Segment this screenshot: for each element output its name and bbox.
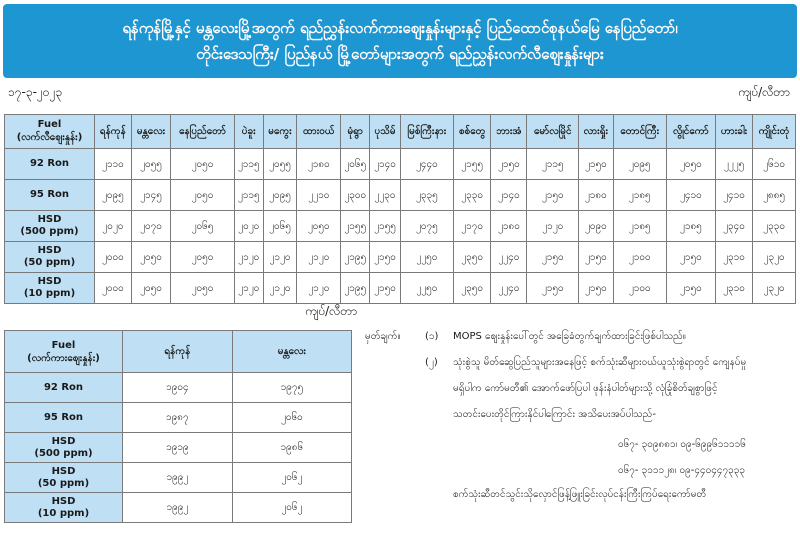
banner-title-line1: ရန်ကုန်မြို့နှင့် မန္တလေးမြို့အတွက် ရည်ညွှန်းလက်ကားဈေးနှုန်းများနှင့် ပြည်ထောင်စုနယ်မြေ နေပြည်တော်၊ xyxy=(122,19,678,37)
price-cell: ၂၁၄၅ xyxy=(131,180,171,211)
price-cell: ၂၁၁၅ xyxy=(527,149,579,180)
price-cell: ၁၉၇၅ xyxy=(232,373,351,403)
city-column-header: မြစ်ကြီးနား xyxy=(400,115,453,149)
price-cell: ၂၁၄၀ xyxy=(491,180,527,211)
fuel-column-header-line: Fuel xyxy=(37,118,62,130)
price-cell: ၂၁၂၀ xyxy=(234,273,263,304)
note-2-line1: သုံးစွဲသူ မိတ်ဆွေပြည်သူများအနေဖြင့် စက်သုံးဆီများဝယ်ယူသုံးစွဲရာတွင် ကျေနပ်မှု xyxy=(453,357,747,368)
price-cell: ၂၁၅၀ xyxy=(579,242,614,273)
price-cell: ၂၁၁၅ xyxy=(234,149,263,180)
phone-line-1: ၀၆၇- ၃၀၉၈၈၁၊ ၀၉-၆၉၉၆၁၁၁၁၆ xyxy=(618,439,746,450)
price-cell: ၂၁၅၀ xyxy=(527,242,579,273)
price-cell: ၂၂၂၅ xyxy=(715,149,752,180)
price-cell: ၂၀၅၅ xyxy=(131,149,171,180)
city-column-header: မကွေး xyxy=(263,115,297,149)
retail-unit-label: ကျပ်/လီတာ xyxy=(737,85,790,99)
price-cell: ၂၃၃၅ xyxy=(400,180,453,211)
fuel-type-cell-line: HSD xyxy=(51,465,76,477)
price-cell: ၂၁၂၀ xyxy=(263,273,297,304)
fuel-type-cell xyxy=(5,493,123,523)
fuel-type-cell-line: (50 ppm) xyxy=(37,477,90,489)
city-column-header: ရန်ကုန် xyxy=(95,115,132,149)
price-cell: ၂၀၂၀ xyxy=(95,211,132,242)
table-row xyxy=(5,403,352,433)
fuel-type-cell xyxy=(5,149,95,180)
price-cell: ၂၀၇၅ xyxy=(400,211,453,242)
price-cell: ၂၃၁၀ xyxy=(715,273,752,304)
fuel-type-cell xyxy=(5,463,123,493)
fuel-type-cell-line: HSD xyxy=(37,245,62,256)
price-cell: ၂၁၂၀ xyxy=(234,242,263,273)
fuel-type-cell-line: 95 Ron xyxy=(29,189,70,200)
city-column-header: ဟားခါး xyxy=(715,115,752,149)
price-cell: ၂၄၄၀ xyxy=(400,149,453,180)
city-column-header: မော်လမြိုင် xyxy=(527,115,579,149)
price-cell: ၂၃၃၀ xyxy=(453,180,490,211)
price-cell: ၁၉၉၂ xyxy=(123,493,233,523)
fuel-type-cell xyxy=(5,433,123,463)
price-cell: ၂၃၃၀ xyxy=(753,211,796,242)
price-cell: ၂၀၅၀ xyxy=(171,273,234,304)
fuel-type-cell-line: HSD xyxy=(37,214,62,225)
table-row xyxy=(5,211,796,242)
price-cell: ၂၂၁၀ xyxy=(297,180,341,211)
price-cell: ၂၁၈၀ xyxy=(579,180,614,211)
price-cell: ၂၁၅၀ xyxy=(370,242,401,273)
city-column-header: မုံရွာ xyxy=(341,115,370,149)
price-cell: ၂၀၆၂ xyxy=(232,463,351,493)
city-column-header: မန္တလေး xyxy=(232,331,351,373)
fuel-type-cell-line: (500 ppm) xyxy=(34,447,93,459)
price-cell: ၂၁၈၅ xyxy=(613,211,666,242)
fuel-type-cell xyxy=(5,242,95,273)
price-cell: ၂၃၂၀ xyxy=(753,273,796,304)
price-cell: ၂၁၈၀ xyxy=(491,211,527,242)
price-cell: ၂၁၈၅ xyxy=(666,211,715,242)
price-cell: ၂၀၅၀ xyxy=(171,149,234,180)
city-column-header: စစ်တွေ xyxy=(453,115,490,149)
price-cell: ၂၁၅၀ xyxy=(666,242,715,273)
fuel-type-cell xyxy=(5,373,123,403)
price-cell: ၂၀၉၅ xyxy=(263,180,297,211)
price-cell: ၂၁၅၅ xyxy=(370,211,401,242)
price-cell: ၂၀၅၀ xyxy=(131,273,171,304)
price-cell: ၂၃၁၀ xyxy=(715,242,752,273)
fuel-type-cell-line: (10 ppm) xyxy=(37,507,90,519)
city-column-header: နေပြည်တော် xyxy=(171,115,234,149)
fuel-column-header-line: (လက်လီဈေးနှုန်း) xyxy=(16,131,83,143)
fuel-type-cell-line: 95 Ron xyxy=(43,411,84,423)
price-cell: ၂၈၈၅ xyxy=(753,180,796,211)
city-column-header: မန္တလေး xyxy=(131,115,171,149)
price-cell: ၂၁၄၀ xyxy=(370,149,401,180)
price-cell: ၂၀၆၅ xyxy=(341,149,370,180)
price-cell: ၂၆၁၀ xyxy=(753,149,796,180)
price-cell: ၂၃၂၀ xyxy=(753,242,796,273)
price-cell: ၂၁၅၅ xyxy=(453,149,490,180)
price-cell: ၂၄၁၀ xyxy=(715,180,752,211)
price-cell: ၂၀၀၀ xyxy=(95,242,132,273)
committee-name: စက်သုံးဆီတင်သွင်းသိုလှောင်ဖြန့်ဖြူးခြင်းလုပ်ငန်းကြီးကြပ်ရေးကော်မတီ xyxy=(453,489,707,500)
price-cell: ၂၀၉၀ xyxy=(579,211,614,242)
price-cell: ၂၁၅၅ xyxy=(341,211,370,242)
price-cell: ၂၀၆၅ xyxy=(263,211,297,242)
price-cell: ၁၉၀၄ xyxy=(123,373,233,403)
fuel-type-cell xyxy=(5,180,95,211)
fuel-type-cell xyxy=(5,273,95,304)
table-row xyxy=(5,463,352,493)
price-cell: ၁၉၁၉ xyxy=(123,433,233,463)
price-cell: ၂၀၆၀ xyxy=(232,403,351,433)
note-2-line2: မရှိပါက ကော်မတီ၏ အောက်ဖော်ပြပါ ဖုန်းနံပါတ်များသို့ လုံခြုံစိတ်ချစွာဖြင့် xyxy=(453,383,718,394)
price-cell: ၂၁၅၀ xyxy=(527,180,579,211)
fuel-type-cell-line: (50 ppm) xyxy=(23,257,76,268)
fuel-column-header xyxy=(5,331,123,373)
price-cell: ၂၁၈၅ xyxy=(613,180,666,211)
city-column-header: ကျိုင်းတုံ xyxy=(753,115,796,149)
price-cell: ၂၁၅၀ xyxy=(666,273,715,304)
price-cell: ၂၁၁၅ xyxy=(234,180,263,211)
price-cell: ၂၀၅၅ xyxy=(263,149,297,180)
announcement-date: ၁၇-၃-၂၀၂၃ xyxy=(8,85,63,99)
price-cell: ၂၀၉၅ xyxy=(95,180,132,211)
price-cell: ၂၁၅၀ xyxy=(579,273,614,304)
price-cell: ၂၄၁၀ xyxy=(666,180,715,211)
price-cell: ၂၁၂၀ xyxy=(527,211,579,242)
price-cell: ၂၁၅၀ xyxy=(579,149,614,180)
fuel-type-cell-line: 92 Ron xyxy=(29,158,70,169)
price-cell: ၂၁၅၀ xyxy=(527,273,579,304)
price-cell: ၂၁၉၅ xyxy=(341,242,370,273)
price-cell: ၂၀၅၀ xyxy=(171,180,234,211)
city-column-header: ရန်ကုန် xyxy=(123,331,233,373)
price-cell: ၂၁၀၀ xyxy=(613,273,666,304)
price-cell: ၁၉၈၇ xyxy=(123,403,233,433)
city-column-header: ပဲခူး xyxy=(234,115,263,149)
wholesale-unit-label: ကျပ်/လီတာ xyxy=(305,304,358,318)
price-cell: ၂၀၅၀ xyxy=(297,211,341,242)
notes-label: မှတ်ချက်။ xyxy=(365,331,401,342)
title-banner xyxy=(3,4,797,78)
city-column-header: တောင်ကြီး xyxy=(613,115,666,149)
price-cell: ၂၃၄၀ xyxy=(715,211,752,242)
phone-line-2: ၀၆၇- ၃၁၁၁၂၈၊ ၀၉-၄၄၀၄၄၇၃၃၃ xyxy=(618,465,746,476)
table-row xyxy=(5,493,352,523)
price-cell: ၂၂၃၀ xyxy=(370,180,401,211)
table-row xyxy=(5,242,796,273)
fuel-type-cell-line: HSD xyxy=(51,435,76,447)
table-row xyxy=(5,149,796,180)
fuel-type-cell-line: HSD xyxy=(37,276,62,287)
fuel-type-cell-line: 92 Ron xyxy=(43,381,84,393)
wholesale-price-table xyxy=(4,330,352,523)
price-cell: ၂၀၆၂ xyxy=(232,493,351,523)
retail-price-table xyxy=(4,114,796,304)
price-cell: ၂၀၅၀ xyxy=(131,242,171,273)
fuel-type-cell xyxy=(5,211,95,242)
table-row xyxy=(5,433,352,463)
fuel-type-cell-line: (10 ppm) xyxy=(23,288,76,299)
price-cell: ၂၃၅၀ xyxy=(453,273,490,304)
note-1-text: MOPS ဈေးနှုန်းပေါ်တွင် အခြေခံတွက်ချက်ထားခြင်းဖြစ်ပါသည်။ xyxy=(453,331,686,342)
price-cell: ၂၂၅၀ xyxy=(400,273,453,304)
note-2-number: (၂) xyxy=(425,357,438,368)
table-row xyxy=(5,180,796,211)
fuel-type-cell-line: HSD xyxy=(51,495,76,507)
price-cell: ၂၃၅၀ xyxy=(453,242,490,273)
table-row xyxy=(5,373,352,403)
note-1-number: (၁) xyxy=(425,331,439,342)
price-cell: ၂၁၅၀ xyxy=(370,273,401,304)
price-cell: ၁၉၉၂ xyxy=(123,463,233,493)
price-cell: ၂၀၂၀ xyxy=(234,211,263,242)
price-cell: ၂၀၅၀ xyxy=(666,149,715,180)
fuel-column-header-line: (လက်ကားဈေးနှုန်း) xyxy=(27,352,100,364)
price-cell: ၂၀၉၅ xyxy=(613,149,666,180)
price-cell: ၂၁၉၅ xyxy=(341,273,370,304)
fuel-type-cell xyxy=(5,403,123,433)
price-cell: ၂၂၄၀ xyxy=(491,273,527,304)
city-column-header: လားရှိုး xyxy=(579,115,614,149)
price-cell: ၂၁၀၀ xyxy=(613,242,666,273)
price-cell: ၂၁၇၀ xyxy=(453,211,490,242)
price-cell: ၂၁၈၀ xyxy=(297,149,341,180)
price-cell: ၂၂၅၀ xyxy=(400,242,453,273)
price-cell: ၂၂၄၀ xyxy=(491,242,527,273)
price-cell: ၂၁၂၀ xyxy=(297,273,341,304)
table-row xyxy=(5,273,796,304)
banner-title-line2: တိုင်းဒေသကြီး/ ပြည်နယ် မြို့တော်များအတွက် ရည်ညွှန်းလက်လီဈေးနှုန်းများ xyxy=(196,45,604,63)
price-cell: ၂၁၅၀ xyxy=(491,149,527,180)
city-column-header: လွိုင်ကော် xyxy=(666,115,715,149)
price-cell: ၁၉၈၆ xyxy=(232,433,351,463)
price-cell: ၂၀၀၀ xyxy=(95,273,132,304)
fuel-column-header xyxy=(5,115,95,149)
price-cell: ၂၀၇၀ xyxy=(131,211,171,242)
price-cell: ၂၁၁၀ xyxy=(95,149,132,180)
price-cell: ၂၁၂၀ xyxy=(263,242,297,273)
city-column-header: ပုသိမ် xyxy=(370,115,401,149)
fuel-column-header-line: Fuel xyxy=(51,339,76,351)
price-cell: ၂၀၅၀ xyxy=(171,242,234,273)
price-cell: ၂၁၂၀ xyxy=(297,242,341,273)
city-column-header: ဘားအံ xyxy=(491,115,527,149)
city-column-header: ထားဝယ် xyxy=(297,115,341,149)
price-cell: ၂၃၀၀ xyxy=(341,180,370,211)
price-cell: ၂၀၆၅ xyxy=(171,211,234,242)
fuel-type-cell-line: (500 ppm) xyxy=(20,226,79,237)
note-2-line3: သတင်းပေးတိုင်ကြားနိုင်ပါကြောင်း အသိပေးအပ်ပါသည်- xyxy=(453,409,656,420)
